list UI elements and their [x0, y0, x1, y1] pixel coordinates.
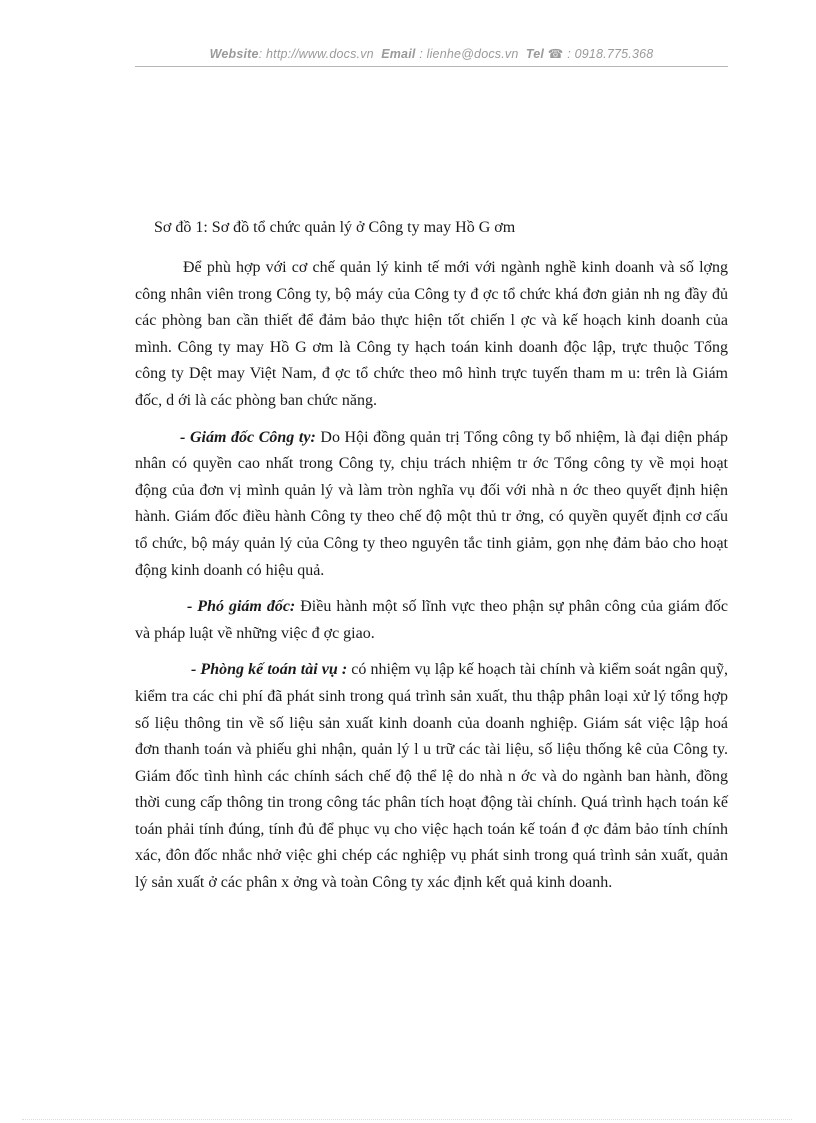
email-link[interactable]: : lienhe@docs.vn	[419, 47, 519, 61]
website-label: Website	[209, 47, 259, 61]
website-link[interactable]: : http://www.docs.vn	[258, 47, 374, 61]
paragraph-deputy-director	[135, 594, 728, 647]
figure-caption: Sơ đồ 1: Sơ đồ tổ chức quản lý ở Công ty may Hồ G ơm	[154, 219, 516, 236]
paragraph-text: Do Hội đồng quản trị Tổng công ty bổ nhiệm, là đại diện pháp nhân có quyền cao nhất trong Công ty, chịu trách nhiệm tr ớc Tổng công ty về mọi hoạt động của đơn vị mình quản lý và làm tròn nghĩa vụ đối với nhà n ớc theo quyết định hiện hành. Giám đốc điều hành Công ty theo chế độ một thủ tr ởng, có quyền quyết định cơ cấu tổ chức, bộ máy quản lý của Công ty theo nguyên tắc tinh giảm, gọn nhẹ đảm bảo cho hoạt động kinh doanh có hiệu quả.	[135, 428, 729, 579]
header-divider	[135, 66, 728, 67]
tel-label: Tel	[525, 47, 545, 61]
paragraph-text: Để phù hợp với cơ chế quản lý kinh tế mới với ngành nghề kinh doanh và số lợng công nhân viên trong Công ty, bộ máy của Công ty đ ợc tổ chức khá đơn giản nh ng đầy đủ các phòng ban cần thiết để đảm bảo thực hiện tốt chiến l ợc và kế hoạch kinh doanh của mình. Công ty may Hồ G ơm là Công ty hạch toán kinh doanh độc lập, trực thuộc Tổng công ty Dệt may Việt Nam, đ ợc tổ chức theo mô hình trực tuyến tham m u: trên là Giám đốc, d ới là các phòng ban chức năng.	[135, 259, 728, 409]
page-header	[135, 46, 728, 61]
email-label: Email	[381, 47, 416, 61]
paragraph-accounting-dept	[135, 657, 728, 896]
paragraph-term: - Giám đốc Công ty:	[180, 428, 316, 446]
footer-divider	[22, 1119, 792, 1120]
paragraph-term: - Phó giám đốc:	[187, 598, 296, 616]
paragraph-term: - Phòng kế toán tài vụ :	[191, 661, 348, 679]
document-body	[135, 214, 728, 907]
paragraph-director	[135, 425, 728, 585]
paragraph-text: có nhiệm vụ lập kế hoạch tài chính và kiểm soát ngân quỹ, kiểm tra các chi phí đã phát sinh trong quá trình sản xuất, thu thập phân loại xử lý tổng hợp số liệu thông tin về số liệu sản xuất kinh doanh của doanh nghiệp. Giám sát việc lập hoá đơn thanh toán và phiếu ghi nhận, quản lý l u trữ các tài liệu, số liệu thống kê của Công ty. Giám đốc tình hình các chính sách chế độ thể lệ do nhà n ớc và do ngành ban hành, đồng thời cung cấp thông tin trong công tác phân tích hoạt động tài chính. Quá trình hạch toán kế toán phải tính đúng, tính đủ để phục vụ cho việc hạch toán kế toán đ ợc đảm bảo tính chính xác, đôn đốc nhắc nhở việc ghi chép các nghiệp vụ phát sinh trong quá trình sản xuất, quản lý sản xuất ở các phân x ởng và toàn Công ty xác định kết quả kinh doanh.	[135, 661, 729, 892]
paragraph-intro	[135, 255, 728, 415]
tel-number: ☎ : 0918.775.368	[547, 47, 654, 61]
paragraph-text: Điều hành một số lĩnh vực theo phận sự phân công của giám đốc và pháp luật về những việc đ ợc giao.	[135, 598, 729, 642]
